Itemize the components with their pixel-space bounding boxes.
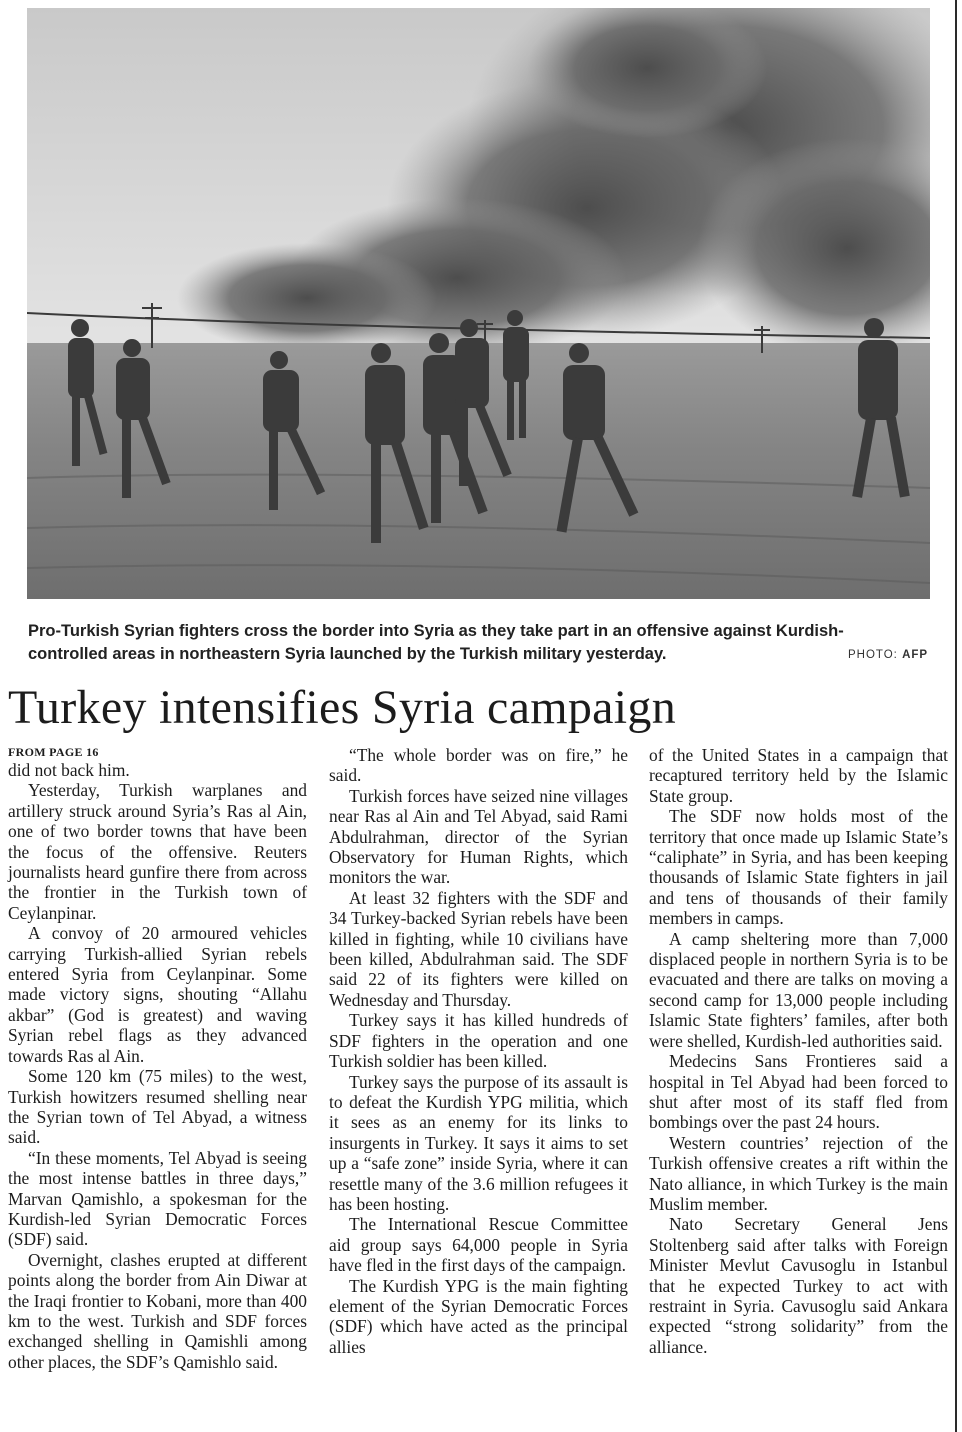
paragraph: Overnight, clashes erupted at different points along the border from Ain Diwar at the Iraqi frontier to Kobani, more than 400 km to the west. Turkish and SDF forces exchanged shelling in Qamishli among other places, the SDF’s Qamishlo said. [8, 1249, 307, 1372]
paragraph: A camp sheltering more than 7,000 displaced people in northern Syria is to be evacuated and there are talks on moving a second camp for 13,000 people including Islamic State fighters’ familes, after both were shelled, Kurdish-led authorities said. [649, 928, 948, 1051]
news-photo-illustration [27, 8, 930, 599]
page-edge-rule [955, 0, 957, 1432]
photo-caption: Pro-Turkish Syrian fighters cross the border into Syria as they take part in an offensive against Kurdish-controlled areas in northeastern Syria launched by the Turkish military yesterday. [28, 622, 844, 663]
paragraph: Turkish forces have seized nine villages near Ras al Ain and Tel Abyad, said Rami Abdulrahman, director of the Syrian Observatory for Human Rights, which monitors the war. [329, 785, 628, 888]
paragraph: Turkey says the purpose of its assault is to defeat the Kurdish YPG militia, which it sees as an enemy for its links to insurgents in Turkey. It says it aims to set up a “safe zone” inside Syria, where it can resettle many of the 3.6 million refugees it has been hosting. [329, 1071, 628, 1214]
photo-credit-source: AFP [902, 649, 929, 661]
article-headline: Turkey intensifies Syria campaign [8, 681, 677, 734]
paragraph: A convoy of 20 armoured vehicles carrying Turkish-allied Syrian rebels entered Syria from Ceylanpinar. Some made victory signs, shouting “Allahu akbar” (God is greatest) and waving Syrian rebel flags as they advanced towards Ras al Ain. [8, 923, 307, 1066]
paragraph: Medecins Sans Frontieres said a hospital in Tel Abyad had been forced to shut after most of its staff fled from bombings over the past 24 hours. [649, 1051, 948, 1133]
article-column-3 [649, 745, 948, 1357]
news-photo [27, 8, 930, 599]
paragraph: “The whole border was on fire,” he said. [329, 745, 628, 786]
paragraph: Yesterday, Turkish warplanes and artillery struck around Syria’s Ras al Ain, one of two border towns that have been the focus of the offensive. Reuters journalists heard gunfire there from across the frontier in the Turkish town of Ceylanpinar. [8, 780, 307, 923]
article-column-1 [8, 745, 307, 1372]
article-column-2 [329, 745, 628, 1357]
paragraph: The International Rescue Committee aid group says 64,000 people in Syria have fled in the first days of the campaign. [329, 1214, 628, 1276]
paragraph: “In these moments, Tel Abyad is seeing the most intense battles in three days,” Marvan Qamishlo, a spokesman for the Kurdish-led Syrian Democratic Forces (SDF) said. [8, 1147, 307, 1250]
photo-credit [848, 649, 928, 661]
paragraph: Nato Secretary General Jens Stoltenberg said after talks with Foreign Minister Mevlut Cavusoglu in Istanbul that he expected Turkey to act with restraint in Syria. Cavusoglu said Ankara expected “strong solidarity” from the alliance. [649, 1214, 948, 1357]
paragraph: At least 32 fighters with the SDF and 34 Turkey-backed Syrian rebels have been killed in fighting, while 10 civilians have been killed, Abdulrahman said. The SDF said 22 of its fighters were killed on Wednesday and Thursday. [329, 887, 628, 1010]
paragraph: Turkey says it has killed hundreds of SDF fighters in the operation and one Turkish soldier has been killed. [329, 1010, 628, 1072]
paragraph: The SDF now holds most of the territory that once made up Islamic State’s “caliphate” in Syria, and has been keeping thousands of Islamic State fighters in jail and tens of thousands of their family members in camps. [649, 806, 948, 929]
paragraph: The Kurdish YPG is the main fighting element of the Syrian Democratic Forces (SDF) which have acted as the principal allies [329, 1275, 628, 1357]
jump-line: FROM PAGE 16 [8, 745, 99, 759]
paragraph: did not back him. [8, 760, 130, 780]
paragraph: Western countries’ rejection of the Turkish offensive creates a rift within the Nato alliance, in which Turkey is the main Muslim member. [649, 1132, 948, 1214]
photo-credit-label: PHOTO: [848, 649, 898, 661]
paragraph: Some 120 km (75 miles) to the west, Turkish howitzers resumed shelling near the Syrian town of Tel Abyad, a witness said. [8, 1066, 307, 1148]
paragraph: of the United States in a campaign that recaptured territory held by the Islamic State group. [649, 745, 948, 806]
